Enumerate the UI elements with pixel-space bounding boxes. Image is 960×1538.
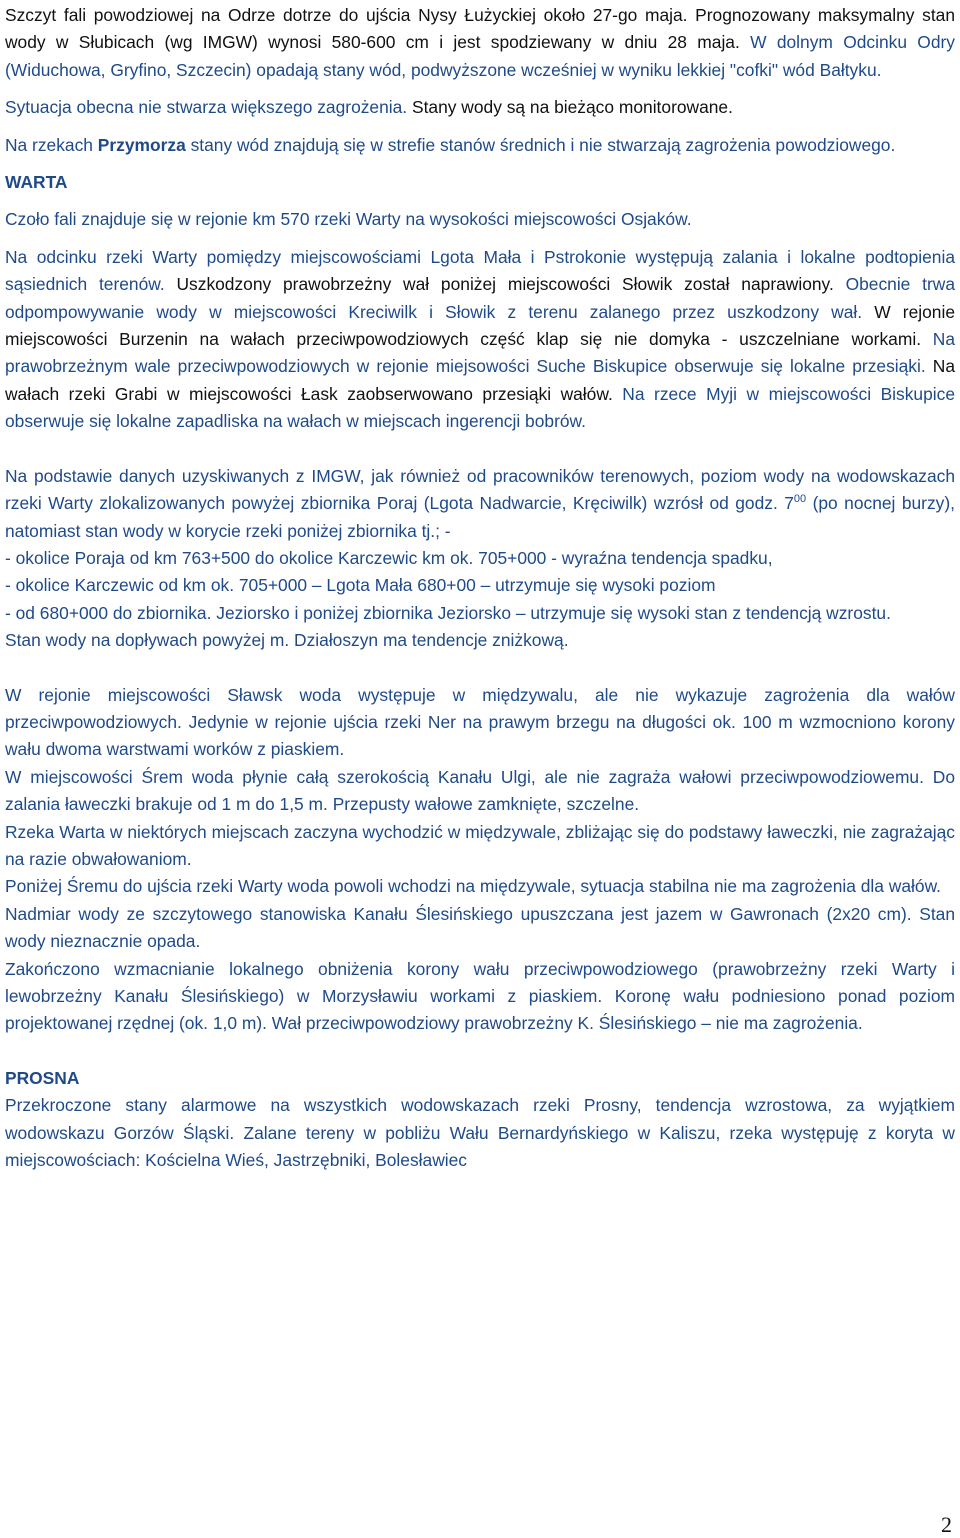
warta-paragraph-srem: W miejscowości Śrem woda płynie całą szerokością Kanału Ulgi, ale nie zagraża wałowi przeciwpowodziowemu. Do zalania ławeczki brakuje od 1 m do 1,5 m. Przepusty wałowe zamknięte, szczelne. [5,766,955,815]
warta-paragraph-morzyslaw: Zakończono wzmacnianie lokalnego obniżenia korony wału przeciwpowodziowego (prawobrzeżny rzeki Warty i lewobrzeżny Kanału Ślesińskiego) w Morzysławiu workami z piaskiem. Koronę wału podniesiono ponad poziom projektowanej rzędnej (ok. 1,0 m). Wał przeciwpowodziowy prawobrzeżny K. Ślesińskiego – nie ma zagrożenia. [5,958,955,1034]
warta-paragraph-1: Czoło fali znajduje się w rejonie km 570 rzeki Warty na wysokości miejscowości Osjaków. [5,209,692,230]
odra-monitoring-text: Stany wody są na bieżąco monitorowane. [407,97,733,118]
warta-heading: WARTA [5,172,68,193]
document-page [5,2,955,1174]
odra-paragraph-1 [5,2,955,84]
hour-superscript: 00 [793,493,807,506]
odra-forecast-text: Szczyt fali powodziowej na Odrze dotrze do ujścia Nysy Łużyckiej około 27-go maja. Prognozowany maksymalny stan wody w Słubicach (wg IMGW) wynosi 580-600 cm i jest spodziewany w dniu 28 maja. [5,5,955,53]
warta-line-tributaries: Stan wody na dopływach powyżej m. Działoszyn ma tendencje zniżkową. [5,630,569,651]
odra-situation-text: Sytuacja obecna nie stwarza większego zagrożenia. [5,97,408,118]
warta-paragraph-kanal: Nadmiar wody ze szczytowego stanowiska Kanału Ślesińskiego upuszczana jest jazem w Gawronach (2x20 cm). Stan wody nieznacznie opada. [5,903,955,952]
odra-paragraph-2 [5,94,955,121]
warta-paragraph-2: Na odcinku rzeki Warty pomiędzy miejscowościami Lgota Mała i Pstrokonie występują zalania i lokalne podtopienia sąsiednich terenów. Uszkodzony prawobrzeżny wał poniżej miejscowości Słowik został naprawiony. Obecnie trwa odpompowywanie wody w miejscowości Kreciwilk i Słowik z terenu zalanego przez uszkodzony wał. W rejonie miejscowości Burzenin na wałach przeciwpowodziowych część klap się nie domyka - uszczelniane workami. Na prawobrzeżnym wale przeciwpowodziowych w rejonie miejsowości Suche Biskupice obserwuje się lokalne przesiąki. Na wałach rzeki Grabi w miejscowości Łask zaobserwowano przesiąki wałów. Na rzece Myji w miejscowości Biskupice obserwuje się lokalne zapadliska na wałach w miejscach ingerencji bobrów. [5,246,956,432]
warta-paragraph-laweczki: Rzeka Warta w niektórych miejscach zaczyna wychodzić w międzywale, zbliżając się do podstawy ławeczki, nie zagrażając na razie obwałowaniom. [5,821,955,869]
warta-line-karczewice: - okolice Karczewic od km ok. 705+000 – Lgota Mała 680+00 – utrzymuje się wysoki poziom [5,575,716,596]
warta-paragraph-ponizej-sremu: Poniżej Śremu do ujścia rzeki Warty woda powoli wchodzi na międzywale, sytuacja stabilna nie ma zagrożenia dla wałów. [5,876,941,897]
przymorze-bold-label: Przymorza [97,134,186,155]
odra-lower-section-text: W dolnym Odcinku Odry (Widuchowa, Gryfino, Szczecin) opadają stany wód, podwyższone wcześniej w wyniku lekkiej "cofki" wód Bałtyku. [5,32,955,80]
prosna-paragraph: Przekroczone stany alarmowe na wszystkich wodowskazach rzeki Prosny, tendencja wzrostowa, za wyjątkiem wodowskazu Gorzów Śląski. Zalane tereny w pobliżu Wału Bernardyńskiego w Kaliszu, rzeka występuję z koryta w miejscowościach: Kościelna Wieś, Jastrzębniki, Bolesławiec [5,1095,955,1171]
przymorze-paragraph: Na rzekach Przymorza stany wód znajdują się w strefie stanów średnich i nie stwarzają zagrożenia powodziowego. [5,134,896,155]
page-number: 2 [941,1512,952,1537]
warta-paragraph-3: Na podstawie danych uzyskiwanych z IMGW, jak również od pracowników terenowych, poziom wody na wodowskazach rzeki Warty zlokalizowanych powyżej zbiornika Poraj (Lgota Nadwarcie, Kręciwilk) wzrósł od godz. $7^{00}$ (po nocnej burzy), natomiast stan wody w korycie rzeki poniżej zbiornika tj.; - [5,465,955,541]
warta-line-jeziorsko: - od 680+000 do zbiornika. Jeziorsko i poniżej zbiornika Jeziorsko – utrzymuje się wysoki stan z tendencją wzrostu. [5,602,891,623]
warta-line-poraj: - okolice Poraja od km 763+500 do okolice Karczewic km ok. 705+000 - wyraźna tendencja spadku, [5,547,773,568]
warta-paragraph-slawsk: W rejonie miejscowości Sławsk woda występuje w międzywalu, ale nie wykazuje zagrożenia dla wałów przeciwpowodziowych. Jedynie w rejonie ujścia rzeki Ner na prawym brzegu na długości ok. 100 m wzmocniono korony wału dwoma warstwami worków z piaskiem. [5,684,955,760]
prosna-heading: PROSNA [5,1067,80,1088]
